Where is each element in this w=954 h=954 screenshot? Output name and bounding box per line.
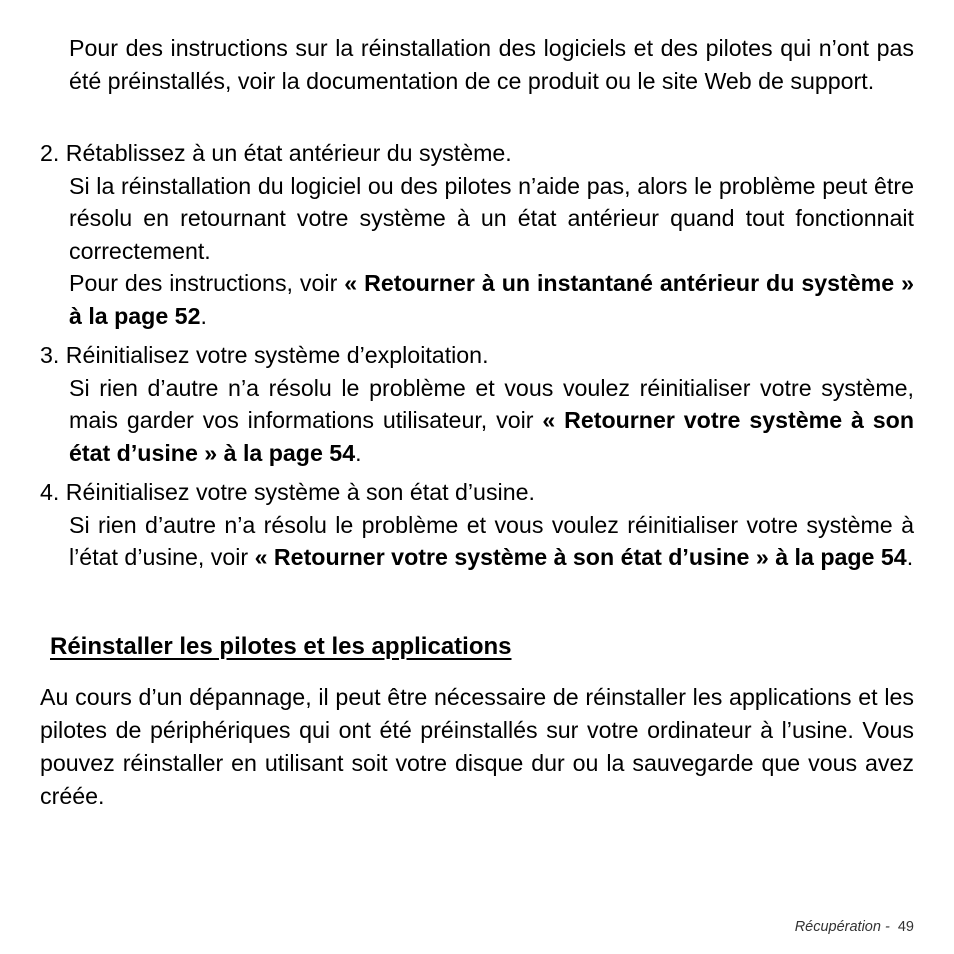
list-item-2-ref-suffix: . <box>200 302 207 329</box>
footer-page-number: 49 <box>897 919 914 935</box>
list-item-2-body: Si la réinstallation du logiciel ou des pilotes n’aide pas, alors le problème peut être résolu en retournant votre système à un état antérieur quand tout fonctionnait correctement. <box>69 172 914 264</box>
list-item-2-ref-prefix: Pour des instructions, voir <box>69 270 345 296</box>
list-item-3-ref-link[interactable]: « Retourner votre système à son état d’usine » à la page 54 <box>69 407 914 466</box>
list-item-4-ref-suffix: . <box>906 544 914 570</box>
list-item-3-ref-suffix: . <box>355 439 362 466</box>
list-item-2-title-text: Rétablissez à un état antérieur du système. <box>65 140 512 166</box>
list-item-4-title-text: Réinitialisez votre système à son état d’usine. <box>65 479 535 505</box>
list-item-3-title-text: Réinitialisez votre système d’exploitation. <box>65 342 489 368</box>
list-item-3-number: 3. <box>40 342 60 368</box>
list-item-4-title <box>40 476 535 509</box>
list-item-2-reference <box>69 267 914 332</box>
list-item-4-ref-link[interactable]: « Retourner votre système à son état d’usine » à la page 54 <box>254 544 907 570</box>
list-item-2-number: 2. <box>40 140 60 166</box>
list-item-2-title <box>40 137 512 170</box>
list-item-4-body-text: Si rien d’autre n’a résolu le problème et vous voulez réinitialiser votre système à l’état d’usine, voir <box>69 511 914 570</box>
page-footer <box>795 918 914 936</box>
list-item-4-number: 4. <box>40 479 60 505</box>
section-heading: Réinstaller les pilotes et les applications <box>50 633 512 660</box>
intro-paragraph: Pour des instructions sur la réinstallation des logiciels et des pilotes qui n’ont pas été préinstallés, voir la documentation de ce produit ou le site Web de support. <box>69 35 914 94</box>
footer-section-name: Récupération - <box>794 919 890 935</box>
section-paragraph: Au cours d’un dépannage, il peut être nécessaire de réinstaller les applications et les pilotes de périphériques qui ont été préinstallés sur votre ordinateur à l’usine. Vous pouvez réinstaller en utilisant soit votre disque dur ou la sauvegarde que vous avez créée. <box>40 684 914 809</box>
list-item-2-ref-link[interactable]: « Retourner à un instantané antérieur du système » à la page 52 <box>69 270 914 329</box>
list-item-3-body <box>69 372 914 470</box>
list-item-3-title <box>40 339 489 372</box>
list-item-3-body-text: Si rien d’autre n’a résolu le problème et vous voulez réinitialiser votre système, mais garder vos informations utilisateur, voir <box>69 374 914 433</box>
list-item-4-body <box>69 509 914 574</box>
